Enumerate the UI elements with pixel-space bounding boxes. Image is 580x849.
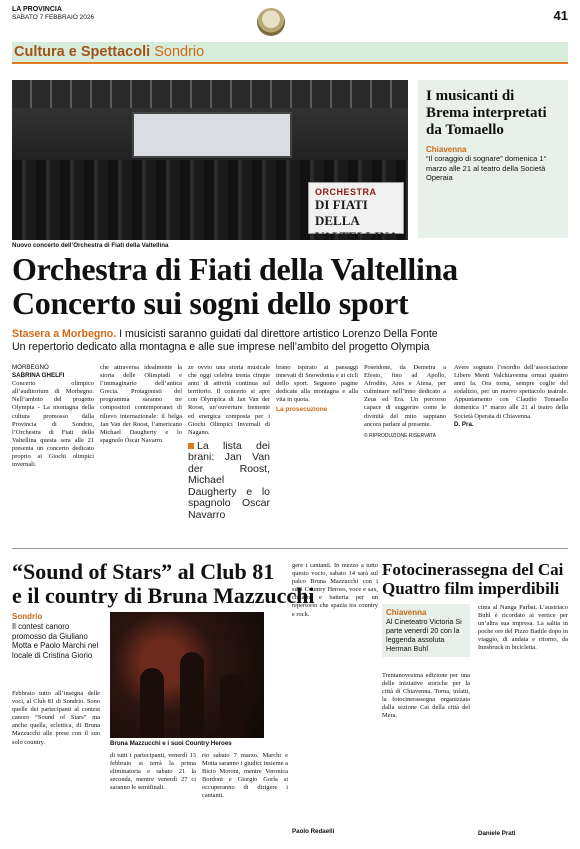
foto-summary: Al Cineteatro Victoria Si parte venerdì 20 con la leggenda assoluta Herman Buhl [386, 617, 462, 653]
pull-quote-text: La lista dei brani: Jan Van der Roost, Michael Daugherty e lo spagnolo Oscar Navarro [188, 439, 270, 521]
masthead-left [12, 6, 94, 22]
foto-headline [382, 560, 568, 598]
lead-body [12, 364, 568, 544]
foto-headline-line-1: Fotocinerassegna del Cai [382, 560, 564, 579]
lead-column-3-text: ze ovvio una storia musicale che oggi celebra trenta cinque anni di attività continua sul territorio. Il concerto si apre con Olympica di Jan Van der Roost, un’ouverture fremente ed energica composta per i Giochi Olimpici Invernali di Nagano. [188, 364, 270, 436]
lead-summary-2: Un repertorio dedicato alla montagna e alle sue imprese nell’ambito del progetto Olympia [12, 341, 430, 353]
laurel-emblem-icon [257, 8, 285, 36]
side-article-title: I musicanti di Brema interpretati da Tomaello [426, 88, 547, 138]
lead-headline-line-1: Orchestra di Fiati della Valtellina [12, 251, 458, 287]
lead-column-3 [188, 364, 270, 544]
sos-column-3: rio sabato 7 marzo. Marchi e Motta saranno i giudici insieme a Bicio Moroni, mentre Veronica Bordoni e Giorgio Gorla si occuperanno di dirigere i cantanti. [202, 752, 288, 800]
orchestra-banner [308, 182, 404, 240]
lead-column-5 [364, 364, 446, 544]
banner-line-2: DI FIATI DELLA VALTELLINA [315, 197, 399, 240]
lead-column-1 [12, 364, 94, 544]
orchestra-photo [12, 80, 408, 240]
paper-name: LA PROVINCIA [12, 6, 62, 13]
masthead [12, 6, 568, 66]
copyright-note: © RIPRODUZIONE RISERVATA [364, 432, 436, 439]
side-article-sign: D. Pra. [454, 420, 474, 428]
foto-column-1: Trentanovesima edizione per una delle iniziative storiche per la città di Chiavenna. Torna, infatti, la fotocinerassegna organizzata dalla sezione Cai della città del Mera. [382, 672, 470, 720]
section-title [14, 44, 204, 60]
byline-city: MORBEGNO [12, 364, 49, 371]
section-bar [12, 42, 568, 64]
sos-photo-caption: Bruna Mazzucchi e i suoi Country Heroes [110, 740, 232, 747]
sos-column-1: Febbraio tutto all’insegna delle voci, al Club 81 di Sondrio. Sono quelle dei partecipanti al contest canoro “Sound of Stars” ma anche quella, eclettica, di Bruna Mazzucchi alle prese con il suo solo country. [12, 690, 100, 746]
lead-column-5-text: Poseidone, da Demetra a Efesto, fino ad Apollo, Afrodite, Ares e Atena, per culminare nell’inno dedicato a Zeus ed Era. Un percorso capace di suggerire come le divinità del mito sappiano ancora parlare al presente. [364, 364, 446, 428]
side-article-column [454, 364, 568, 544]
sos-column-4-text: gere i cantanti. In mezzo a tutto questo vocio, sabato 14 sarà sul palco Bruna Mazzucchi con i suoi Country Heroes, voce e sax, chitarra e batteria per un repertorio che spazia tra country e rock. [292, 562, 378, 618]
stage-screen [132, 112, 292, 158]
lead-headline [12, 252, 568, 320]
sos-column-2: di tutti i partecipanti, venerdì 13 febbraio si terrà la prima eliminatoria e sabato 21 la seconda, mentre venerdì 27 ci saranno le semifinali. [110, 752, 196, 792]
sos-headline-line-2: e il country di Bruna Mazzucchi [12, 583, 315, 608]
sos-sign: Paolo Redaelli [292, 828, 335, 835]
lead-column-4-heading: La prosecuzione [276, 406, 328, 414]
lead-column-4-text: brano ispirato ai paesaggi innevati di Snowdonia e ai cicli dello sport. Seguono pagine dedicate alla montagna e alla vita in quota. [276, 364, 358, 404]
sos-column-4 [292, 562, 378, 840]
pull-quote [188, 441, 270, 522]
foto-headline-line-2: Quattro film imperdibili [382, 579, 560, 598]
section-divider [12, 548, 568, 549]
sos-summary: Il contest canoro promosso da Giuliano Motta e Paolo Marchi nel locale di Cristina Giorio [12, 622, 99, 660]
page-number: 41 [553, 8, 568, 23]
lead-column-1-text: Concerto olimpico all’auditorium di Morbegno. Nell’ambito del progetto Olympia - La montagna della cultura promosso dalla Provincia di Sondrio, l’Orchestra di Fiati della Valtellina questa sera alle 21 presenta un concerto dedicato proprio ai Giochi olimpici invernali. [12, 380, 94, 469]
lead-subhead [12, 328, 568, 354]
quote-marker-icon [188, 443, 194, 449]
sos-city: Sondrio [12, 612, 43, 621]
foto-column-2-text: cima al Nanga Parbat. L’austriaco Buhl è ricordato ai vertice per un’altra sua impresa. La salita in poche ore del Pizzo Badile dopo in viaggio, di andata e ritorno, da Innsbruck in bicicletta. [478, 604, 568, 652]
byline [12, 364, 94, 380]
lead-headline-line-2: Concerto sui sogni dello sport [12, 285, 409, 321]
lead-summary-1: I musicisti saranno guidati dal direttore artistico Lorenzo Della Fonte [116, 328, 438, 340]
foto-sign: Daniele Prati [478, 830, 516, 837]
foto-column-2 [478, 604, 568, 842]
side-article-body: Avere sognato l’esordio dell’associazione Libere Menti Valchiavenna ormai quattro anni fa. Ora torna, sempre coglie del sodalizio, per un nuovo spettacolo teatrale. Appuntamento con Claudio Tomaello domenica 1° marzo alle 21 al teatro della Società Operaia di Chiavenna. [454, 364, 568, 420]
stage-lights [12, 80, 408, 108]
photo-caption: Nuovo concerto dell’Orchestra di Fiati della Valtellina [12, 242, 169, 249]
lead-column-4 [276, 364, 358, 544]
banner-line-1: ORCHESTRA [315, 187, 377, 197]
section-subname: Sondrio [154, 44, 205, 60]
foto-city: Chiavenna [386, 608, 427, 617]
sos-headline-line-1: “Sound of Stars” al Club 81 [12, 559, 275, 584]
side-article-city: Chiavenna [426, 145, 467, 154]
side-article-box [418, 80, 568, 238]
lead-kicker: Stasera a Morbegno. [12, 328, 117, 340]
section-name: Cultura e Spettacoli [14, 44, 151, 60]
byline-author: SABRINA GHELFI [12, 372, 65, 380]
issue-date: SABATO 7 FEBBRAIO 2026 [12, 14, 95, 21]
foto-summary-box [382, 604, 470, 657]
lead-column-2: che attraversa idealmente la storia delle Olimpiadi e l’immaginario dell’antica Grecia. Protagonisti del programma saranno tre compositori contemporanei di rilievo internazionale: il belga Jan Van der Roost, l’americano Michael Daugherty e lo spagnolo Óscar Navarro. [100, 364, 182, 444]
side-article-summary: “Il coraggio di sognare” domenica 1° marzo alle 21 al teatro della Società Operaia [426, 154, 547, 182]
